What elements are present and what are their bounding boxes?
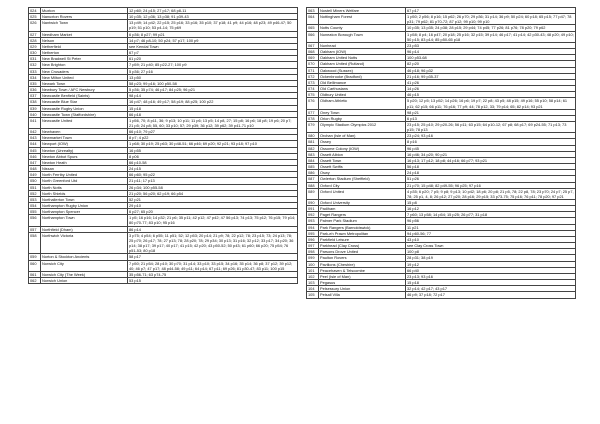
entry-name: Ossome Colony (IOW) <box>319 145 406 151</box>
entry-name: Park-eh Prawn Metropolitan <box>319 230 406 236</box>
entry-number: 085 <box>307 164 319 170</box>
entry-name: New Brighton <box>41 62 128 68</box>
entry-name: Newark Town <box>41 80 128 86</box>
index-table-left <box>28 7 298 284</box>
entry-references: 15 p18 <box>128 105 298 111</box>
entry-number: 075 <box>307 92 319 98</box>
entry-references: 41 p26 <box>406 79 576 85</box>
entry-number: 072 <box>307 73 319 79</box>
entry-name: Newton (Unrealty) <box>41 147 128 153</box>
entry-number: 049 <box>29 172 41 178</box>
entry-number: 074 <box>307 86 319 92</box>
entry-references: 52 p21 <box>128 196 298 202</box>
entry-name: Norton & Stockton Ancients <box>41 254 128 260</box>
entry-number: 073 <box>307 79 319 85</box>
entry-number: 105 <box>307 292 319 298</box>
entry-name: Nantwich Town <box>41 20 128 31</box>
entry-name: Newcastle United <box>41 117 128 128</box>
entry-number: 066 <box>307 31 319 42</box>
entry-references: 46 p15 <box>406 92 576 98</box>
entry-references: 15 p8 <box>406 200 576 206</box>
entry-references: 19 p12 <box>406 261 576 267</box>
entry-name: Oney Town <box>319 109 406 115</box>
entry-references: see Kendal Town <box>128 43 298 49</box>
entry-name: Parkhead (Clay Cross) <box>319 243 406 249</box>
entry-number: 077 <box>307 109 319 115</box>
entry-references: 21 p20; 56 p20; 62 p19; 66 p54 <box>128 190 298 196</box>
entry-references: 7 p60; 13 p58; 14 p54; 15 p25; 26 p77; 31 p18 <box>406 212 576 218</box>
entry-references: 8 p16 <box>406 139 576 145</box>
entry-references: 26 p34; 100 p55-58 <box>128 184 298 190</box>
entry-number: 036 <box>29 87 41 93</box>
entry-references: 96 p45 <box>406 145 576 151</box>
index-row <box>29 232 298 254</box>
entry-references: 66 p60; 95 p22 <box>128 172 298 178</box>
index-row <box>29 20 298 31</box>
entry-number: 054 <box>29 203 41 209</box>
entry-number: 032 <box>29 62 41 68</box>
entry-name: Oxford United <box>319 188 406 199</box>
entry-number: 037 <box>29 93 41 99</box>
entry-references: 66 p18 <box>128 111 298 117</box>
entry-number: 038 <box>29 99 41 105</box>
entry-name: Oakham United Notts <box>319 55 406 61</box>
entry-references: 56 p18 <box>406 164 576 170</box>
entry-number: 091 <box>307 206 319 212</box>
entry-references: 66 p10-58 <box>128 159 298 165</box>
entry-references: 8 p7; 4 p22 <box>128 135 298 141</box>
entry-name: New Crusaders <box>41 68 128 74</box>
entry-references: 21 p16; 99 p35-37 <box>406 73 576 79</box>
entry-name: Pelsessury Union <box>319 286 406 292</box>
entry-references: 1 p56, 70; 8 p11, 36; 9 p13; 10 p11; 11 p6; 13 p5; 14 p8, 27; 15 p8; 16 p6; 18 p8; 19 p6; 20 p7; 21 p5; 24 p8; 55, 60; 33 p10; 57; 29 p39; 36 p12; 39 p62; 39 p41-71 p10 <box>128 117 298 128</box>
entry-number: 029 <box>29 43 41 49</box>
index-row <box>307 98 576 109</box>
entry-number: 090 <box>307 200 319 206</box>
entry-number: 056 <box>29 215 41 226</box>
entry-references: 13 p49; 14 p42; 22 p15; 25 p16; 33 p16; 35 p10; 37 p18; 41 p9; 44 p16; 48 p23; 49 p46-47; 50 p19; 51 p10; 53 p4-14; 75 p69 <box>128 20 298 31</box>
entry-name: Ossett Town <box>319 157 406 163</box>
entry-name: Park Rangers (Barnoldswick) <box>319 224 406 230</box>
entry-number: 044 <box>29 141 41 147</box>
entry-number: 095 <box>307 230 319 236</box>
entry-references: 46 p18; 96 p32 <box>406 67 576 73</box>
entry-number: 024 <box>29 8 41 14</box>
entry-references: 5 p36; 35 p74; 46 p17; 84 p25; 96 p21 <box>128 87 298 93</box>
entry-name: Nunhead <box>319 42 406 48</box>
entry-number: 092 <box>307 212 319 218</box>
entry-name: North Notts <box>41 184 128 190</box>
entry-number: 053 <box>29 196 41 202</box>
entry-name: Northallerton Town <box>41 196 128 202</box>
entry-number: 034 <box>29 74 41 80</box>
entry-number: 101 <box>307 267 319 273</box>
entry-number: 097 <box>307 243 319 249</box>
entry-name: Oakham (IOW) <box>319 49 406 55</box>
entry-name: Netherton <box>41 50 128 56</box>
entry-name: Ossey <box>319 139 406 145</box>
entry-name: Norwich Union <box>41 278 128 284</box>
index-row <box>29 117 298 128</box>
entry-references: 16 p47; 48 p16; 49 p17; 58 p19; 88 p25; 100 p22 <box>128 99 298 105</box>
entry-name: Nostell Miners Welfare <box>319 8 406 14</box>
entry-name: Oakwood (Sussex) <box>319 67 406 73</box>
entry-references: 1 p68; 30 p19; 25 p63; 30 p48-51; 66 p46; 69 p20; 92 p21; 93 p18; 97 p10 <box>128 141 298 147</box>
entry-name: Paget Rangers <box>319 212 406 218</box>
entry-references: 14 p7; 46 p8-10; 50 p24; 57 p17; 100 p9 <box>128 37 298 43</box>
entry-references: 100 p8 <box>406 249 576 255</box>
entry-number: 041 <box>29 117 41 128</box>
index-row <box>307 14 576 25</box>
entry-name: Northampton Spencer <box>41 209 128 215</box>
entry-name: Norwich City (The Week) <box>41 271 128 277</box>
entry-number: 064 <box>307 14 319 25</box>
entry-references: 13 p50 <box>128 74 298 80</box>
entry-name: Ossett Albion <box>319 151 406 157</box>
entry-references: 23 p13; 93 p16 <box>406 273 576 279</box>
entry-references: 12 p60; 24 p15; 27 p17; 68 p8-11 <box>128 8 298 14</box>
entry-references: 32 p14; 42 p17; 43 p17 <box>406 286 576 292</box>
entry-name: Northampton Town <box>41 215 128 226</box>
entry-references: 11 p21 <box>406 224 576 230</box>
entry-references: 66 p10; 79 p27 <box>128 129 298 135</box>
entry-number: 043 <box>29 135 41 141</box>
entry-number: 079 <box>307 121 319 132</box>
entry-number: 089 <box>307 188 319 199</box>
entry-name: Oldham Athletic <box>319 98 406 109</box>
entry-name: Nanuxton Rovers <box>41 14 128 20</box>
entry-number: 099 <box>307 255 319 261</box>
entry-references: 1 p50; 2 p56; 8 p16; 15 p62; 26 p70; 29 p36; 31 p14; 36 p9; 50 p24; 60 p18; 65 p15; 77 p47; 78 p31; 79 p62; 81 p70-72; 87 p12; 99 p10; 99 p10 <box>406 14 576 25</box>
entry-number: 033 <box>29 68 41 74</box>
entry-name: Oakham United (Rutland) <box>319 61 406 67</box>
entry-number: 055 <box>29 209 41 215</box>
entry-name: Norwich City <box>41 260 128 271</box>
entry-name: Oxford University <box>319 200 406 206</box>
entry-name: North Greenford Utd <box>41 178 128 184</box>
entry-name: Pelsall Villa <box>319 292 406 298</box>
index-column-left <box>28 7 298 284</box>
entry-name: Notts County <box>319 25 406 31</box>
entry-references: 7 p59; 21 p40; 85 p22-27; 100 p9 <box>128 62 298 68</box>
entry-references: 21 p70; 15 p48; 82 p49-55; 96 p25; 97 p16 <box>406 182 576 188</box>
entry-name: Nelson <box>41 37 128 43</box>
entry-references: 58 p23; 99 p16; 100 p50-58 <box>128 80 298 86</box>
entry-references: 15 p18 <box>406 280 576 286</box>
entry-references: 58 p17 <box>128 254 298 260</box>
entry-number: 030 <box>29 50 41 56</box>
entry-name: Orchan (Isle of Man) <box>319 133 406 139</box>
entry-name: Olympic Stadium Olympics 2012 <box>319 121 406 132</box>
entry-number: 093 <box>307 218 319 224</box>
index-row <box>29 278 298 284</box>
entry-references: 4 p35; 6 p20; 7 p5; 9 p8; 9 p13; 10 p42; 18 p6; 20 p8; 21 p5, 78; 22 p8, 78; 23 p70; 24 p7; 25 p7, 78; 25 p1, 4, 8; 26 p12; 27 p20; 28 p16; 29 p15; 33 p73-75; 75 p16; 76 p11; 78 p20; 97 p21 <box>407 188 574 199</box>
entry-references: 23 p53 <box>406 42 576 48</box>
entry-number: 052 <box>29 190 41 196</box>
entry-references: 3 p75; 4 p54; 6 p55; 11 p51; 52; 12 p53; 20 p14; 21 p9; 78; 22 p12; 78; 23 p15; 73; 24 p13; 78; 25 p70; 26 p17; 78; 27 p13; 78; 28 p20; 78; 29 p34; 30 p13; 31 p16; 32 p12; 33 p17; 34 p20; 36 p14; 38 p17; 39 p17; 40 p17; 41 p15; 42 p20; 43 p50-52; 50 p43; 61 p60; 66 p20; 75 p54; 76 p51-53; 80 p18 <box>128 232 298 254</box>
entry-references: 100 p53-68 <box>406 55 576 61</box>
entry-name: New Milton United <box>41 74 128 80</box>
entry-number: 100 <box>307 261 319 267</box>
entry-name: Oswy <box>319 170 406 176</box>
entry-references: 14 p26 <box>406 86 576 92</box>
entry-name: Oxford City <box>319 182 406 188</box>
index-table-right <box>306 7 576 299</box>
entry-number: 102 <box>307 273 319 279</box>
entry-name: Ossett Swifts <box>319 164 406 170</box>
entry-name: Nuneaton Borough Town <box>319 31 406 42</box>
entry-references: 96 p14 <box>406 49 576 55</box>
entry-number: 065 <box>307 25 319 31</box>
index-column-right <box>306 7 576 299</box>
entry-name: Muxton <box>41 8 128 14</box>
entry-number: 061 <box>29 271 41 277</box>
entry-references: 66 p40 <box>406 267 576 273</box>
entry-number: 076 <box>307 98 319 109</box>
entry-references: 1 p58; 8 p4; 16 p47; 20 p18; 25 p16; 32 p15; 39 p14; 46 p17; 41 p14; 42 p30-43; 48 p20; 49 p10; 50 p15; 83 p14; 85 p50-65 p18 <box>407 31 574 42</box>
entry-references: 98 p21 <box>406 109 576 115</box>
entry-references: 98 p14 <box>128 93 298 99</box>
entry-name: Owlerton Stadium (Sheffield) <box>319 176 406 182</box>
entry-name: Northwich Victoria <box>41 232 128 254</box>
entry-references: 16 p13; 17 p12; 18 p8; 44 p16; 66 p77; 93 p21 <box>406 157 576 163</box>
entry-name: Peel (Isle of Man) <box>319 273 406 279</box>
entry-name: Newcastle Rugby Union <box>41 105 128 111</box>
entry-name: Pegasus <box>319 280 406 286</box>
entry-number: 035 <box>29 80 41 86</box>
entry-name: Netherfield <box>41 43 128 49</box>
entry-references: 94 p60-56; 77 <box>406 230 576 236</box>
index-row <box>29 260 298 271</box>
entry-name: Nissan <box>41 166 128 172</box>
entry-number: 081 <box>307 139 319 145</box>
entry-references: 53 p15 <box>128 278 298 284</box>
entry-number: 096 <box>307 236 319 242</box>
entry-number: 060 <box>29 260 41 271</box>
entry-name: Northfield (Dham) <box>41 226 128 232</box>
entry-number: 070 <box>307 61 319 67</box>
entry-number: 067 <box>307 42 319 48</box>
entry-number: 083 <box>307 151 319 157</box>
entry-name: Padiham <box>319 206 406 212</box>
entry-references: 96 p56 <box>406 218 576 224</box>
entry-number: 059 <box>29 254 41 260</box>
entry-name: Pavilions (Cheshire) <box>319 261 406 267</box>
entry-references: 16 p55 <box>128 147 298 153</box>
entry-name: Parkfield Leisure <box>319 236 406 242</box>
entry-number: 025 <box>29 14 41 20</box>
entry-references: 1 p5; 16 p16; 14 p32; 21 p6; 35 p11; 42 p12; 47 p42; 47 56 p13; 74 p13; 75 p12; 76 p15; 79 p14; 80 p70-77; 83 p10; 95 p16 <box>128 215 298 226</box>
entry-references: 10 p35; 12 p36; 13 p38; 91 p39-43 <box>128 14 298 20</box>
entry-name: New Bradwell St Peter <box>41 56 128 62</box>
index-row <box>307 121 576 132</box>
entry-number: 057 <box>29 226 41 232</box>
entry-references: 7 p50; 21 p54; 28 p10; 30 p70; 31 p14; 33 p10; 33 p15; 34 p16; 35 p14; 36 p8; 37 p12; 39 p12; 40; 46 p7; 47 p17; 48 p44-58; 49 p11; 64 p14; 67 p11; 69 p26; 81 p30-47; 83 p11; 100 p15 <box>128 260 298 271</box>
entry-number: 062 <box>29 278 41 284</box>
entry-references: 10 p35; 13 p35; 24 p38; 28 p15; 29 p44; 74 p45; 77 p26; 81 p76; 78 p20; 79 p62 <box>406 25 576 31</box>
entry-name: Orion Rugby <box>319 115 406 121</box>
entry-references: 23 p15; 25 p10; 29 p20-26; 56 p11; 63 p15; 64 p10-12; 67 p8; 68 p17; 69 p24-55; 71 p13; 73 p15; 78 p13 <box>406 121 576 132</box>
entry-number: 031 <box>29 56 41 62</box>
entry-number: 042 <box>29 129 41 135</box>
entry-references: 6 p13 <box>406 115 576 121</box>
entry-number: 050 <box>29 178 41 184</box>
entry-name: Newton Abbot Spurs <box>41 153 128 159</box>
entry-number: 045 <box>29 147 41 153</box>
entry-references: 16 p12 <box>406 206 576 212</box>
entry-number: 046 <box>29 153 41 159</box>
entry-number: 104 <box>307 286 319 292</box>
index-row <box>307 31 576 42</box>
entry-references: 6 p27; 65 p20 <box>128 209 298 215</box>
entry-number: 098 <box>307 249 319 255</box>
entry-name: Newbury Town / AFC Newbury <box>41 87 128 93</box>
entry-number: 027 <box>29 31 41 37</box>
entry-name: Newport (IOW) <box>41 141 128 147</box>
entry-number: 051 <box>29 184 41 190</box>
entry-name: North Ferriby United <box>41 172 128 178</box>
entry-number: 068 <box>307 49 319 55</box>
entry-references: 16 p46; 34 p20; 90 p21 <box>406 151 576 157</box>
entry-references: 67 p17 <box>406 8 576 14</box>
entry-number: 078 <box>307 115 319 121</box>
entry-references: 61 p20 <box>128 56 298 62</box>
entry-number: 086 <box>307 170 319 176</box>
entry-name: Nottingham Forest <box>319 14 406 25</box>
index-row <box>307 292 576 298</box>
entry-name: Ockenbrooke (Bradford) <box>319 73 406 79</box>
entry-number: 026 <box>29 20 41 31</box>
entry-name: Palmer Park Stadium <box>319 218 406 224</box>
entry-number: 088 <box>307 182 319 188</box>
entry-number: 082 <box>307 145 319 151</box>
entry-number: 084 <box>307 157 319 163</box>
entry-name: Old Bellimance <box>319 79 406 85</box>
entry-references: 23 p24; 93 p16 <box>406 133 576 139</box>
entry-references: 46 p9; 37 p18; 72 p17 <box>406 292 576 298</box>
entry-references: 35 p56-71; 63 p74-75 <box>128 271 298 277</box>
entry-number: 087 <box>307 176 319 182</box>
entry-number: 047 <box>29 159 41 165</box>
entry-references: 5 p20; 12 p5; 13 p52; 14 p26; 16 p6; 19 p7; 22 p8; 43 p5; 48 p15; 49 p16; 55 p10; 58 p14; 61 p11; 62 p15; 66 p11; 76 p16; 77 p9; 44; 78 p12, 33; 79 p14; 65; 82 p14; 93 p21 <box>406 98 576 109</box>
entry-number: 071 <box>307 67 319 73</box>
entry-references: 24 p15 <box>128 166 298 172</box>
entry-number: 028 <box>29 37 41 43</box>
entry-references: 82 p20 <box>406 61 576 67</box>
entry-name: Parsons Drove United <box>319 249 406 255</box>
entry-number: 040 <box>29 111 41 117</box>
entry-references: 29 p10 <box>128 203 298 209</box>
entry-number: 103 <box>307 280 319 286</box>
entry-number: 080 <box>307 133 319 139</box>
entry-number: 039 <box>29 105 41 111</box>
entry-number: 058 <box>29 232 41 254</box>
entry-name: Newton Heath <box>41 159 128 165</box>
entry-references: 86 p14 <box>128 226 298 232</box>
entry-number: 048 <box>29 166 41 172</box>
entry-name: Old Carthusians <box>319 86 406 92</box>
entry-name: Newmarket Town <box>41 135 128 141</box>
entry-references: see Clay Cross Town <box>406 243 576 249</box>
entry-references: 43 p10 <box>406 236 576 242</box>
entry-name: Paulton Rovers <box>319 255 406 261</box>
entry-name: Needham Market <box>41 31 128 37</box>
entry-name: Peacehaven & Telscombe <box>319 267 406 273</box>
entry-name: Oldbury United <box>319 92 406 98</box>
entry-references: 8 p06 <box>128 153 298 159</box>
entry-references: 6 p36; 8 p27; 99 p21 <box>128 31 298 37</box>
entry-number: 094 <box>307 224 319 230</box>
entry-references: 67 p7 <box>128 50 298 56</box>
index-row <box>307 188 576 199</box>
entry-references: 24 p18 <box>406 170 576 176</box>
index-row <box>29 215 298 226</box>
entry-name: North Shields <box>41 190 128 196</box>
entry-references: 28 p31; 38 p19 <box>406 255 576 261</box>
entry-number: 063 <box>307 8 319 14</box>
entry-references: 51 p26 <box>406 176 576 182</box>
entry-references: 21 p11; 17 p13 <box>128 178 298 184</box>
entry-name: Newhaven <box>41 129 128 135</box>
entry-name: Newcastle Blue Star <box>41 99 128 105</box>
entry-name: Newcastle Benfield (Saints) <box>41 93 128 99</box>
entry-number: 069 <box>307 55 319 61</box>
entry-name: Newcastle Town (Staffordshire) <box>41 111 128 117</box>
entry-name: Northampton Rugby Union <box>41 203 128 209</box>
entry-references: 5 p36; 27 p16 <box>128 68 298 74</box>
